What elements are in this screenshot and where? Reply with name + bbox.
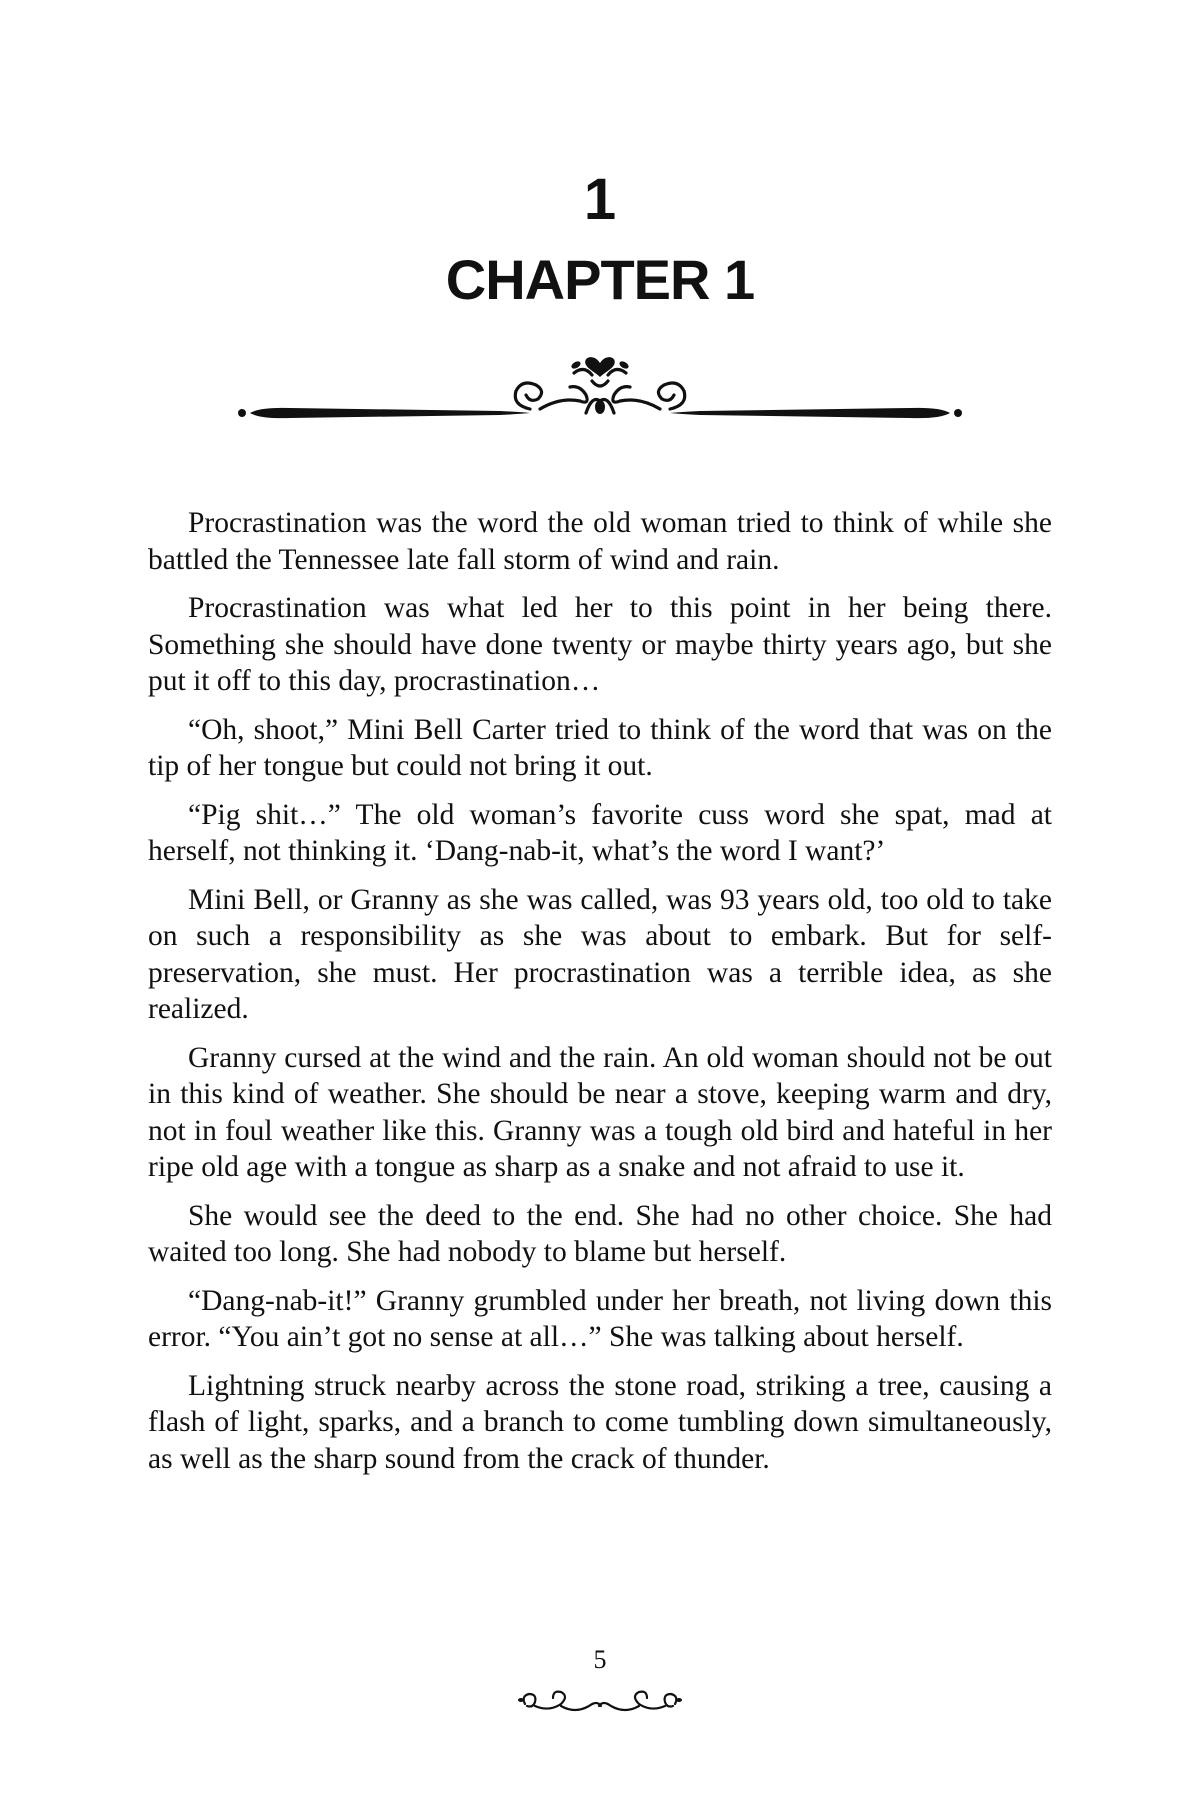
paragraph: She would see the deed to the end. She had no other choice. She had waited too long. She had nobody to blame but herself. [148,1199,1052,1268]
chapter-title: CHAPTER 1 [445,248,755,311]
chapter-number: 1 [583,167,617,232]
paragraph: “Pig shit…” The old woman’s favorite cuss word she spat, mad at herself, not thinking it. ‘Dang-nab-it, what’s the word I want?’ [148,798,1052,867]
paragraph: Procrastination was what led her to this point in her being there. Something she should have done twenty or maybe thirty years ago, but she put it off to this day, procrastination… [148,592,1052,697]
page-number: 5 [593,1645,607,1674]
paragraph: Procrastination was the word the old woman tried to think of while she battled the Tennessee late fall storm of wind and rain. [148,507,1052,576]
paragraph: “Dang-nab-it!” Granny grumbled under her breath, not living down this error. “You ain’t got no sense at all…” She was talking about herself. [148,1284,1052,1353]
paragraph: Granny cursed at the wind and the rain. An old woman should not be out in this kind of weather. She should be near a stove, keeping warm and dry, not in foul weather like this. Granny was a tough old bird and hateful in her ripe old age with a tongue as sharp as a snake and not afraid to use it. [148,1041,1052,1183]
paragraph: “Oh, shoot,” Mini Bell Carter tried to think of the word that was on the tip of her tongue but could not bring it out. [148,713,1052,782]
chapter-body [148,505,1052,1489]
flourish-divider-icon [230,335,970,425]
paragraph: Mini Bell, or Granny as she was called, was 93 years old, too old to take on such a responsibility as she was about to embark. But for self-preservation, she must. Her procrastination was a terrible idea, as she realized. [148,883,1052,1025]
swirl-flourish-icon [515,1682,685,1722]
paragraph: Lightning struck nearby across the stone road, striking a tree, causing a flash of light, sparks, and a branch to come tumbling down simultaneously, as well as the sharp sound from the crack of thunder. [148,1369,1052,1475]
